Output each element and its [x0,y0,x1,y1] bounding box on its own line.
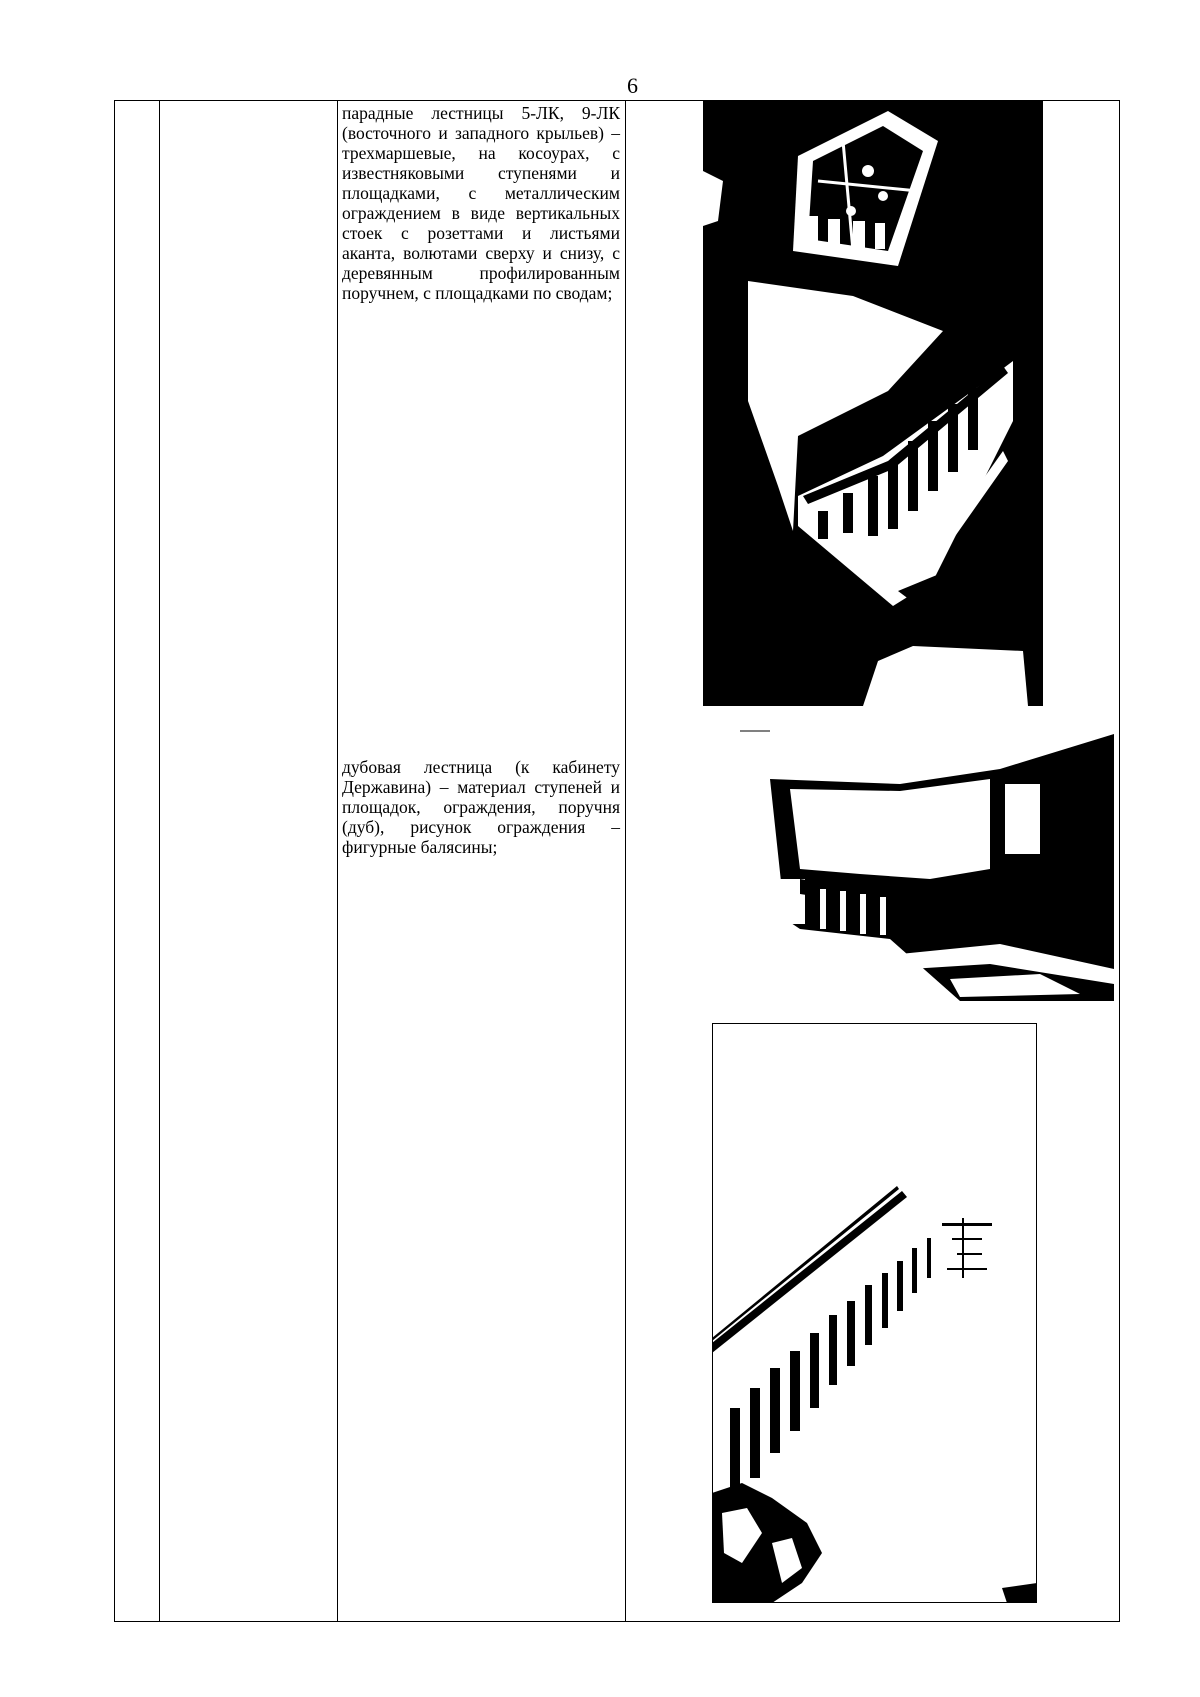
photo-parade-staircase [703,101,1043,706]
staircase-photo-icon [740,729,1114,1001]
staircase-photo-icon [712,1023,1037,1603]
page-number: 6 [627,73,638,98]
description-text: парадные лестницы 5-ЛК, 9-ЛК (восточного и западного крыльев) – трехмаршевые, на косоурах, с известняковыми ступенями и площадками, с металлическим ограждением в виде вертикальных стоек с розеттами и листьями аканта, волютами сверху и снизу, с деревянным профилированным поручнем, с площадками по сводам; [342,103,620,303]
row-2-description [342,757,620,857]
photo-oak-staircase-upper [740,729,1114,1001]
photo-oak-staircase-balusters [712,1023,1037,1603]
column-divider-3 [625,101,626,1621]
column-divider-2 [337,101,338,1621]
staircase-photo-icon [703,101,1043,706]
column-divider-1 [159,101,160,1621]
object-table [114,100,1120,1622]
description-text: дубовая лестница (к кабинету Державина) – материал ступеней и площадок, ограждения, поручня (дуб), рисунок ограждения – фигурные балясины; [342,757,620,857]
row-1-description [342,103,620,303]
